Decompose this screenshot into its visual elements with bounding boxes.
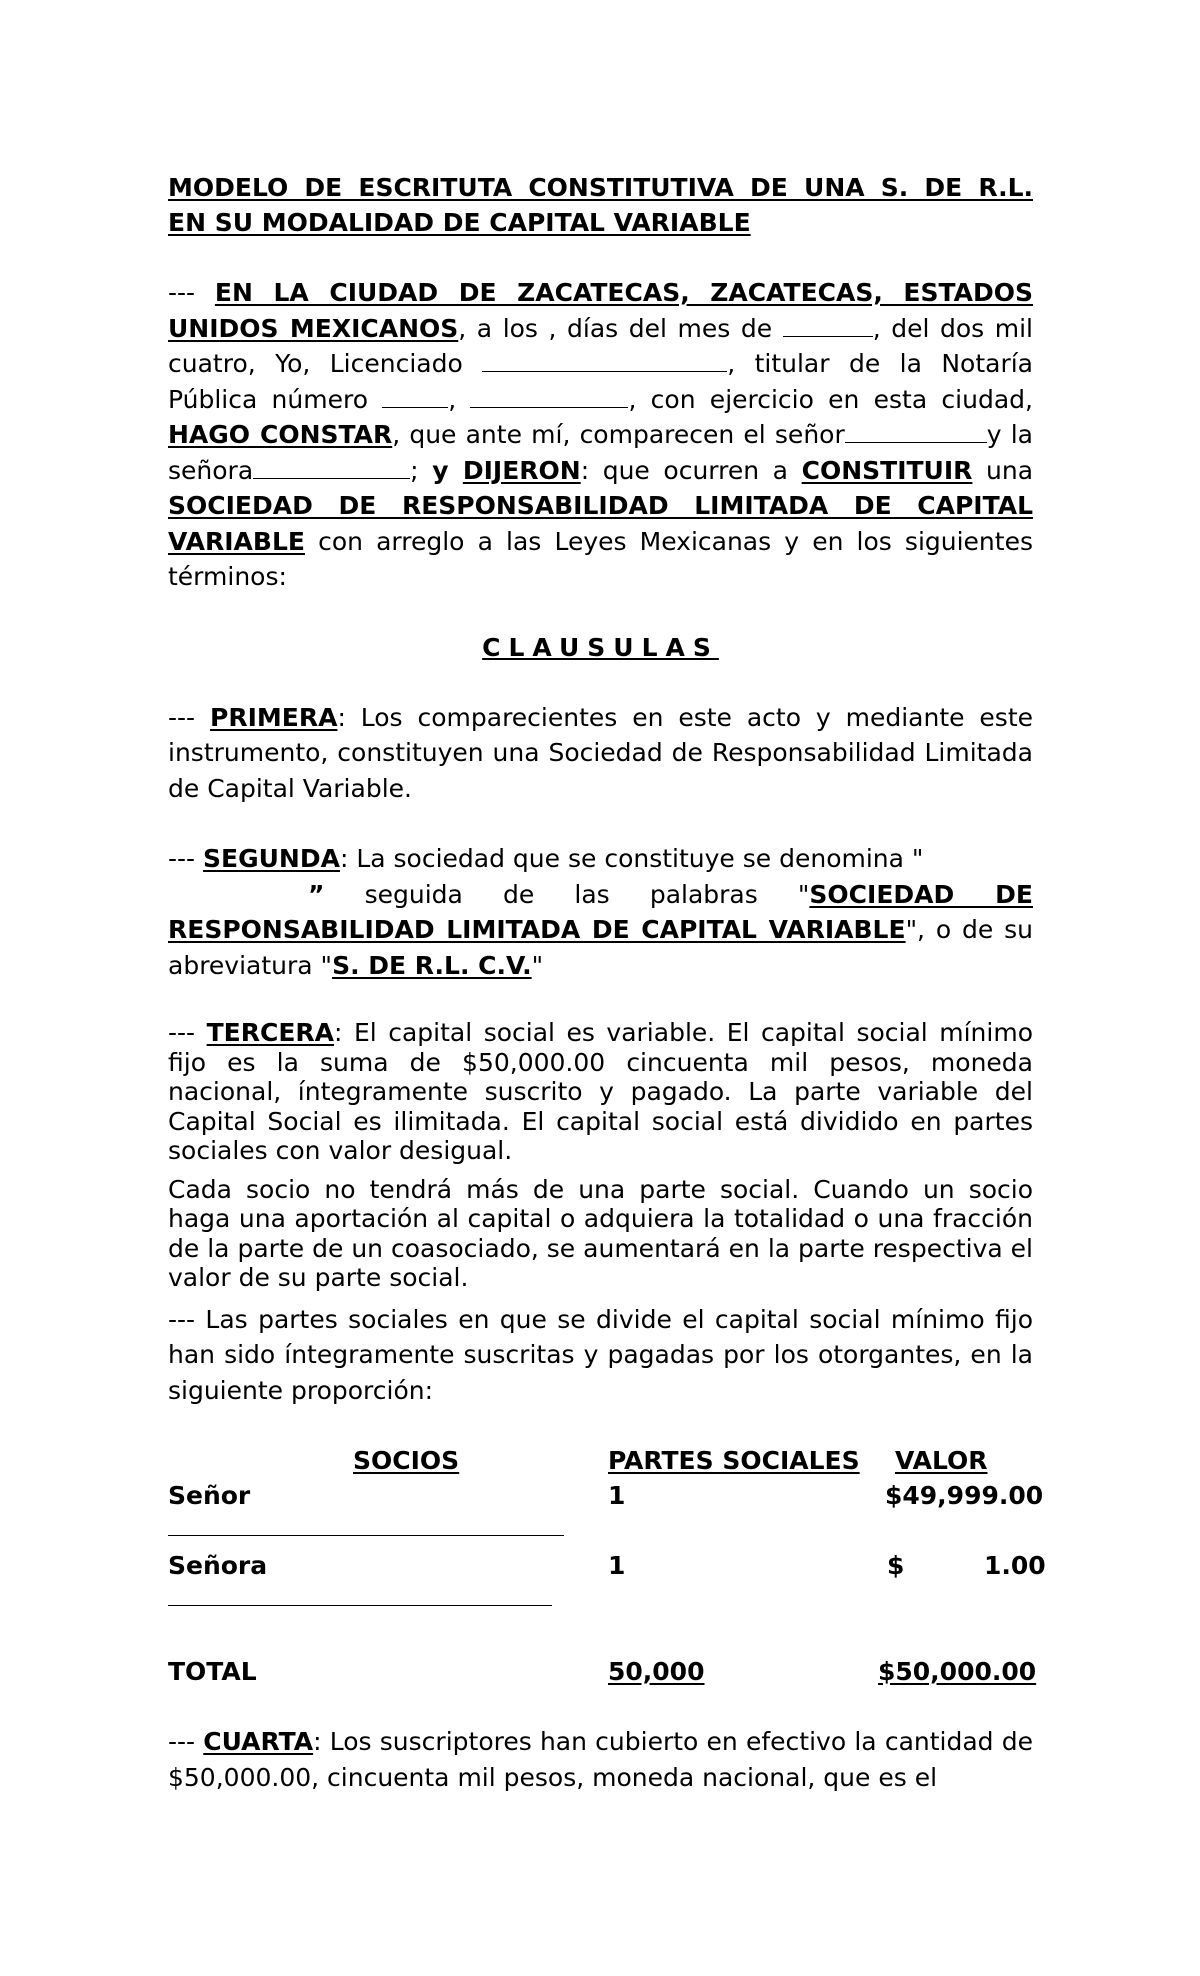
table-total-row [168, 1654, 1037, 1689]
header-partes-sociales: PARTES SOCIALES [608, 1446, 860, 1475]
clause-text: : Los comparecientes en este acto y mediante este instrumento, constituyen una Sociedad de Responsabilidad Limitada de Capital Variable. [168, 702, 1033, 803]
blank-licenciado [482, 349, 727, 372]
clause-tercera [168, 1018, 1033, 1166]
blank-senora [253, 456, 410, 479]
document-body [168, 170, 1046, 1795]
document-title-line1: MODELO DE ESCRITUTA CONSTITUTIVA DE UNA S. DE R.L. [168, 173, 1033, 202]
dash-marker: --- [168, 1018, 196, 1047]
clause-segunda [168, 841, 1033, 983]
clause-label: TERCERA [206, 1018, 335, 1047]
socio-partes: 1 [608, 1481, 626, 1510]
blank-month [783, 314, 873, 337]
total-label: TOTAL [168, 1657, 257, 1686]
dash-marker: --- [168, 278, 196, 307]
company-type-name: SOCIEDAD DE RESPONSABILIDAD LIMITADA DE CAPITAL VARIABLE [168, 879, 1033, 944]
socio-valor-sign: $ [887, 1551, 905, 1580]
intro-text: y la señora [168, 420, 1033, 485]
table-row [168, 1478, 1044, 1513]
table-row [168, 1548, 1046, 1583]
dash-marker: --- [168, 1727, 196, 1756]
clause-text: ", o de su abreviatura " [168, 915, 1033, 980]
intro-text: con arreglo a las Leyes Mexicanas y en los siguientes términos: [168, 526, 1033, 591]
signature-line-row [168, 1583, 1033, 1618]
signature-line-row [168, 1513, 1033, 1548]
intro-text: , que ante mí, comparecen el señor [392, 420, 845, 449]
document-title-line2: EN SU MODALIDAD DE CAPITAL VARIABLE [168, 208, 751, 237]
city-statement: EN LA CIUDAD DE ZACATECAS, ZACATECAS, ESTADOS UNIDOS MEXICANOS [168, 278, 1033, 343]
header-valor: VALOR [895, 1446, 988, 1475]
clause-label: PRIMERA [210, 702, 338, 732]
total-partes: 50,000 [608, 1657, 705, 1686]
blank-notaria-place [470, 385, 628, 408]
clause-text: : La sociedad que se constituye se denomina " [339, 844, 924, 873]
clause-text: " [531, 950, 544, 980]
dijeron: DIJERON [462, 455, 581, 485]
total-valor: $50,000.00 [878, 1657, 1037, 1686]
clause-label: CUARTA [203, 1727, 314, 1756]
intro-paragraph [168, 275, 1033, 595]
company-abbreviation: S. DE R.L. C.V. [332, 950, 532, 980]
intro-text: , a los , días del mes de [458, 313, 783, 343]
clause-text: : El capital social es variable. El capital social mínimo fijo es la suma de $50,000.00 cincuenta mil pesos, moneda nacional, íntegramente suscrito y pagado. La parte variable del Capital Social es ilimitada. El capital social está dividido en partes sociales con valor desigual. [168, 1018, 1033, 1165]
clause-label: SEGUNDA [203, 844, 340, 873]
clause-text: : Los suscriptores han cubierto en efectivo la cantidad de $50,000.00, cincuenta mil pesos, moneda nacional, que es el [168, 1727, 1033, 1792]
intro-y: y [432, 455, 463, 485]
socio-valor: 1.00 [984, 1551, 1046, 1580]
clause-primera [168, 700, 1033, 807]
signature-line-senora [168, 1605, 552, 1606]
intro-text: , con ejercicio en esta ciudad, [628, 384, 1033, 414]
clause-text: seguida de las palabras " [324, 879, 810, 909]
socio-name: Señor [168, 1481, 251, 1510]
socio-valor: $49,999.00 [885, 1481, 1044, 1510]
dash-marker: --- [168, 844, 196, 873]
constituir: CONSTITUIR [801, 455, 973, 485]
signature-line-senor [168, 1535, 564, 1536]
dash-marker: --- [168, 702, 196, 732]
blank-notaria-number [382, 385, 448, 408]
table-header-row [168, 1443, 1033, 1478]
hago-constar: HAGO CONSTAR [168, 420, 393, 449]
intro-text: , [448, 384, 471, 414]
closing-quote: ” [308, 879, 325, 909]
intro-text: , titular de la Notaría Pública número [168, 349, 1033, 414]
clause-cuarta [168, 1724, 1033, 1795]
socio-partes: 1 [608, 1551, 626, 1580]
clausulas-heading: CLAUSULAS [482, 632, 719, 662]
blank-senor [845, 420, 987, 443]
header-socios: SOCIOS [353, 1446, 460, 1475]
intro-text: ; [410, 455, 433, 485]
socio-name: Señora [168, 1551, 268, 1580]
sociedad-type: SOCIEDAD DE RESPONSABILIDAD LIMITADA DE CAPITAL VARIABLE [168, 491, 1033, 556]
clause-tercera-continued: Cada socio no tendrá más de una parte social. Cuando un socio haga una aportación al capital o adquiera la totalidad o una fracción de la parte de un coasociado, se aumentará en la parte respectiva el valor de su parte social. [168, 1174, 1033, 1292]
partes-paragraph: --- Las partes sociales en que se divide el capital social mínimo fijo han sido íntegramente suscritas y pagadas por los otorgantes, en la siguiente proporción: [168, 1304, 1033, 1405]
intro-text: una [972, 455, 1034, 485]
intro-text: : que ocurren a [580, 455, 802, 485]
intro-text: , del dos mil cuatro, Yo, Licenciado [168, 313, 1033, 378]
